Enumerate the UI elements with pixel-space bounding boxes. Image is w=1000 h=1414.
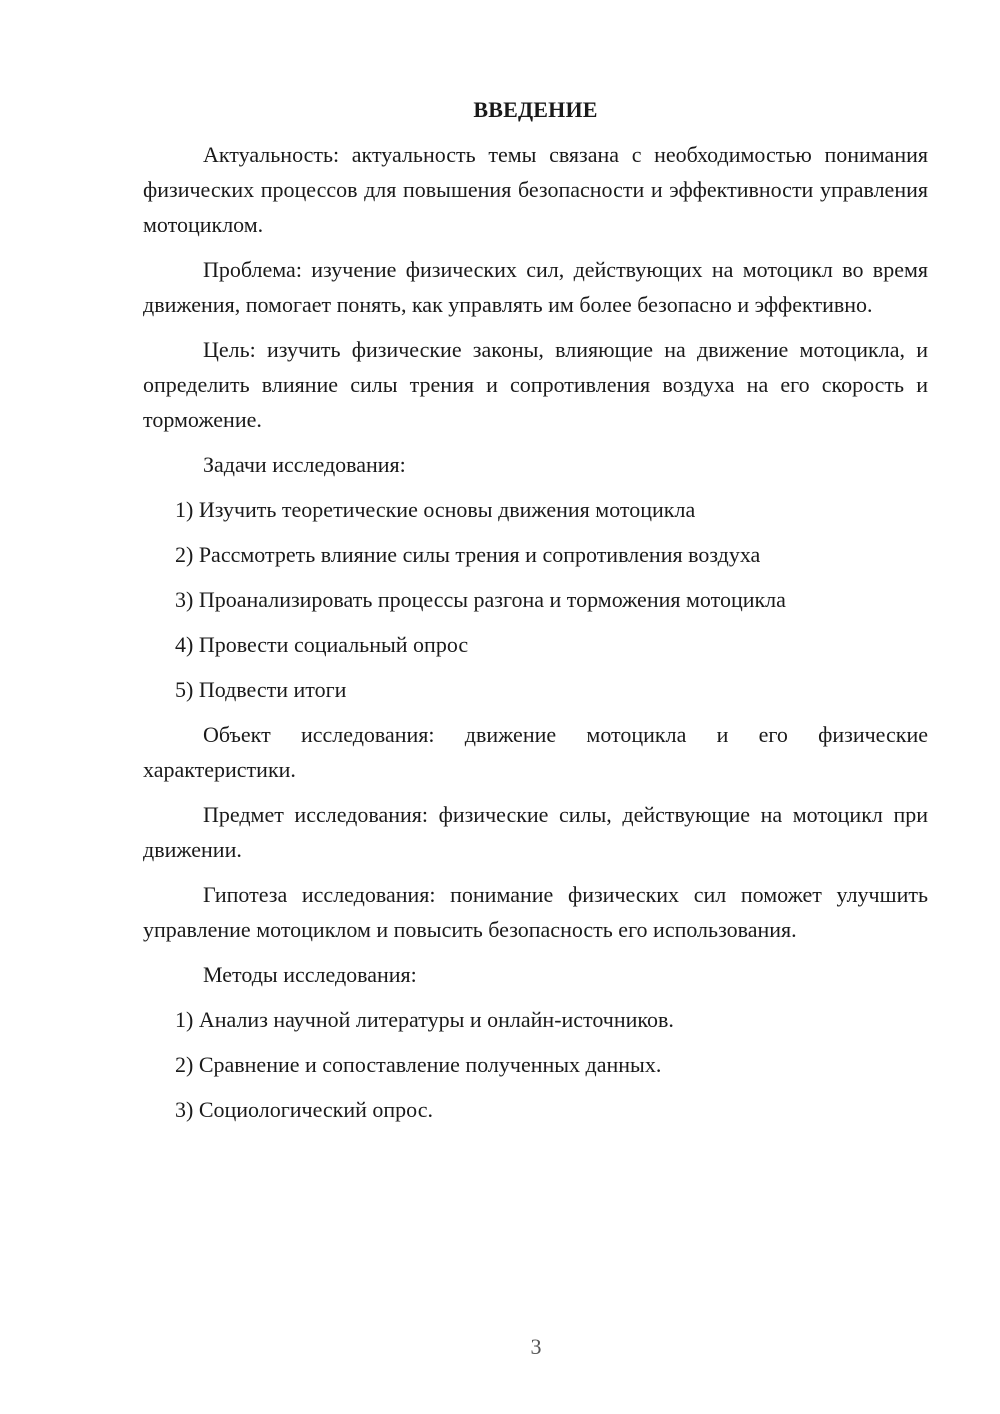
tasks-list <box>143 492 928 707</box>
list-item: 1) Изучить теоретические основы движения мотоцикла <box>175 497 696 522</box>
paragraph-subject: Предмет исследования: физические силы, действующие на мотоцикл при движении. <box>143 802 928 862</box>
paragraph-goal: Цель: изучить физические законы, влияющие на движение мотоцикла, и определить влияние силы трения и сопротивления воздуха на его скорость и торможение. <box>143 337 928 432</box>
page-title: ВВЕДЕНИЕ <box>473 97 598 122</box>
list-item: 3) Социологический опрос. <box>175 1097 433 1122</box>
page-number: 3 <box>530 1334 542 1359</box>
list-item: 2) Сравнение и сопоставление полученных данных. <box>175 1052 662 1077</box>
page-content <box>143 92 928 1137</box>
tasks-heading: Задачи исследования: <box>203 452 406 477</box>
methods-list <box>143 1002 928 1127</box>
list-item: 1) Анализ научной литературы и онлайн-источников. <box>175 1007 674 1032</box>
paragraph-problem: Проблема: изучение физических сил, действующих на мотоцикл во время движения, помогает понять, как управлять им более безопасно и эффективно. <box>143 257 928 317</box>
list-item: 3) Проанализировать процессы разгона и торможения мотоцикла <box>175 587 786 612</box>
list-item: 4) Провести социальный опрос <box>175 632 469 657</box>
paragraph-relevance: Актуальность: актуальность темы связана с необходимостью понимания физических процессов для повышения безопасности и эффективности управления мотоциклом. <box>143 142 928 237</box>
paragraph-hypothesis: Гипотеза исследования: понимание физических сил поможет улучшить управление мотоциклом и повысить безопасность его использования. <box>143 882 928 942</box>
paragraph-object: Объект исследования: движение мотоцикла и его физические характеристики. <box>143 722 928 782</box>
list-item: 5) Подвести итоги <box>175 677 347 702</box>
list-item: 2) Рассмотреть влияние силы трения и сопротивления воздуха <box>175 542 761 567</box>
methods-heading: Методы исследования: <box>203 962 417 987</box>
